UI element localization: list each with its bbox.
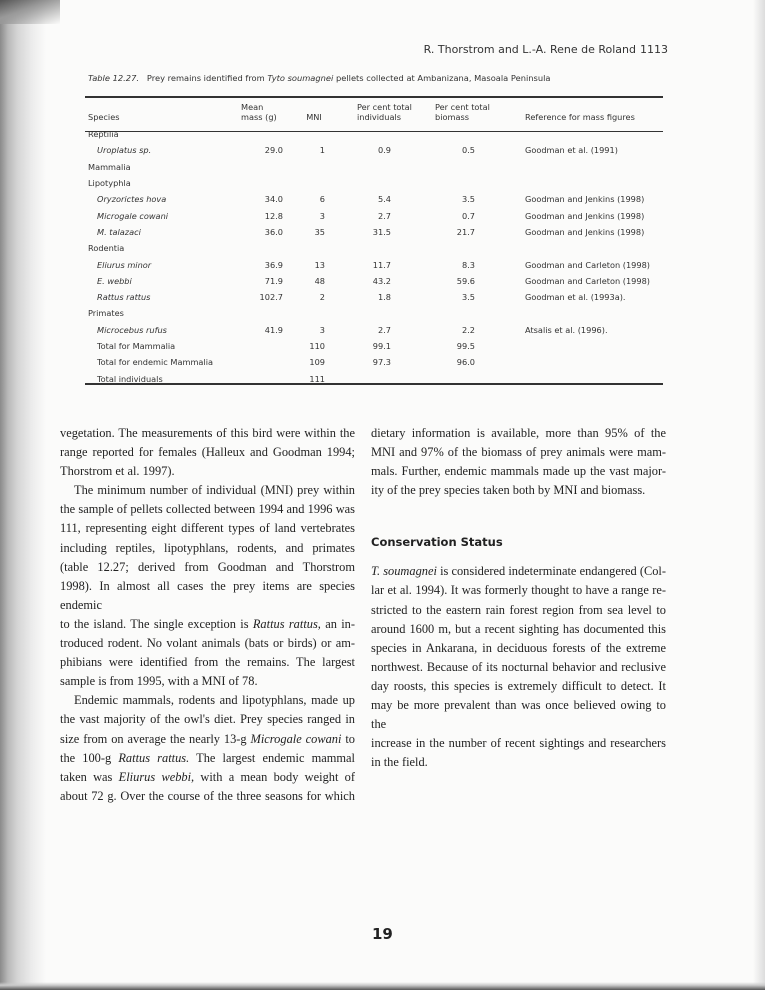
caption-text: Prey remains identified from	[146, 73, 268, 83]
species-cell: Microgale cowani	[97, 210, 169, 221]
text: northwest. Because of its nocturnal behavior and reclusive	[371, 659, 666, 674]
text: 1998). In almost all cases the prey items are species endemic	[60, 578, 355, 612]
reference-cell: Atsalis et al. (1996).	[525, 324, 608, 335]
text: The largest endemic mammal	[189, 750, 355, 765]
text-line	[60, 672, 355, 691]
text-line	[60, 634, 355, 653]
text-line	[371, 443, 666, 462]
mni-cell: 3	[319, 324, 325, 335]
species-cell: Total for endemic Mammalia	[97, 357, 214, 368]
running-head-authors: R. Thorstrom and L.-A. Rene de Roland	[423, 43, 636, 56]
italic-text: Eliurus webbi,	[118, 769, 195, 784]
text-line	[371, 696, 666, 734]
species-cell: Total individuals	[97, 373, 163, 384]
text: the 100-g	[60, 750, 119, 765]
text: size from on average the nearly 13-g	[60, 731, 251, 746]
scan-shadow-bottom	[0, 982, 765, 990]
text: Endemic mammals, rodents and lipotyphlans, made up	[74, 693, 355, 708]
group-label: Reptilia	[88, 129, 119, 140]
table-row-taxon	[85, 207, 663, 223]
caption-species: Tyto soumagnei	[267, 73, 334, 83]
species-cell: Rattus rattus	[97, 292, 151, 303]
reference-cell	[503, 354, 663, 370]
text: (table 12.27; derived from Goodman and Thorstrom	[60, 559, 355, 574]
scan-shadow-left	[0, 0, 46, 990]
biomass-cell: 0.5	[461, 145, 475, 156]
reference-cell: Goodman and Carleton (1998)	[525, 259, 650, 270]
text-line	[371, 424, 666, 443]
text: troduced rodent. No volant animals (bats or birds) or am-	[60, 636, 355, 651]
text: Thorstrom et al. 1997).	[60, 464, 175, 479]
text: stricted to the eastern rain forest region from sea level to	[371, 602, 666, 617]
individuals-cell: 11.7	[372, 259, 391, 270]
text-line	[60, 730, 355, 749]
paragraph	[371, 424, 666, 500]
text: with a mean body weight of	[194, 769, 355, 784]
text: increase in the number of recent sightings and researchers	[371, 736, 666, 751]
biomass-cell: 0.7	[461, 210, 475, 221]
table-row-group	[85, 240, 663, 256]
text-line	[371, 462, 666, 481]
table-row-group	[85, 305, 663, 321]
reference-cell: Goodman et al. (1993a).	[525, 292, 626, 303]
text: ity of the prey species taken both by MNI and biomass.	[371, 483, 646, 498]
text: day roosts, this species is extremely difficult to detect. It	[371, 678, 666, 693]
individuals-cell: 97.3	[372, 357, 391, 368]
text-line	[371, 677, 666, 696]
text: species in Ankarana, in deciduous forests of the extreme	[371, 640, 666, 655]
caption-text-end: pellets collected at Ambanizana, Masoala Peninsula	[333, 73, 551, 83]
mni-cell: 111	[309, 373, 325, 384]
text: mals. Further, endemic mammals made up the vast major-	[371, 464, 666, 479]
mass-cell: 12.8	[264, 210, 283, 221]
table-row-group	[85, 175, 663, 191]
biomass-cell: 8.3	[461, 259, 475, 270]
table-row-total	[85, 354, 663, 370]
mni-cell: 3	[319, 210, 325, 221]
biomass-cell: 2.2	[461, 324, 475, 335]
text: sample is from 1995, with a MNI of 78.	[60, 674, 258, 689]
header-mni: MNI	[306, 112, 322, 122]
text-line	[60, 443, 355, 462]
header-reference: Reference for mass figures	[525, 112, 635, 122]
running-head-page: 1113	[640, 43, 668, 56]
text-line	[371, 658, 666, 677]
text: an in-	[320, 616, 355, 631]
group-label: Mammalia	[88, 161, 131, 172]
text: taken was	[60, 769, 119, 784]
header-biomass: Per cent total biomass	[435, 102, 490, 122]
text: dietary information is available, more than 95% of the	[371, 426, 666, 440]
mass-cell: 34.0	[264, 194, 283, 205]
group-label: Primates	[88, 308, 124, 319]
text: in the field.	[371, 755, 428, 770]
species-cell: Oryzorictes hova	[97, 194, 167, 205]
text: to the island. The single exception is	[60, 616, 253, 631]
individuals-cell: 31.5	[372, 226, 391, 237]
text-line	[371, 639, 666, 658]
reference-cell: Goodman and Jenkins (1998)	[525, 210, 645, 221]
table-row-total	[85, 370, 663, 386]
text: around 1600 m, but a recent sighting has documented this	[371, 621, 666, 636]
table-header-row	[85, 102, 663, 126]
mass-cell: 36.0	[264, 226, 283, 237]
table-row-taxon	[85, 256, 663, 272]
mass-cell: 41.9	[264, 324, 283, 335]
italic-text: Rattus rattus.	[118, 750, 190, 765]
text-column-left	[60, 424, 355, 806]
individuals-cell: 1.8	[377, 292, 391, 303]
text: range reported for females (Halleux and Goodman 1994;	[60, 445, 355, 460]
text: to	[341, 731, 355, 746]
reference-cell: Goodman et al. (1991)	[525, 145, 618, 156]
mni-cell: 13	[314, 259, 325, 270]
mass-cell	[235, 370, 283, 386]
header-species: Species	[88, 112, 120, 122]
table-row-total	[85, 338, 663, 354]
text-line	[371, 601, 666, 620]
mass-cell: 29.0	[264, 145, 283, 156]
text-line	[371, 562, 666, 581]
individuals-cell: 43.2	[372, 275, 391, 286]
reference-cell	[503, 338, 663, 354]
scan-shadow-right	[753, 0, 765, 990]
text: the vast majority of the owl's diet. Prey species ranged in	[60, 712, 355, 727]
individuals-cell: 2.7	[377, 210, 391, 221]
text-line	[60, 749, 355, 768]
biomass-cell: 59.6	[456, 275, 475, 286]
mni-cell: 35	[314, 226, 325, 237]
paragraph	[371, 562, 666, 772]
text-line	[371, 734, 666, 753]
paragraph	[60, 481, 355, 691]
text-line	[371, 581, 666, 600]
biomass-cell: 99.5	[456, 341, 475, 351]
biomass-cell: 21.7	[456, 226, 475, 237]
paragraph	[60, 691, 355, 806]
table-row-taxon	[85, 191, 663, 207]
text-line	[371, 481, 666, 500]
mass-cell: 71.9	[264, 275, 283, 286]
individuals-cell: 0.9	[377, 145, 391, 156]
reference-cell: Goodman and Jenkins (1998)	[525, 226, 645, 237]
text-line	[60, 615, 355, 634]
text: The minimum number of individual (MNI) prey within	[74, 483, 355, 498]
text-line	[60, 539, 355, 558]
text-line	[371, 620, 666, 639]
table-row-taxon	[85, 142, 663, 158]
table-label: Table 12.27.	[88, 73, 139, 83]
individuals-cell: 2.7	[377, 324, 391, 335]
table-row-group	[85, 159, 663, 175]
mass-cell	[235, 338, 283, 354]
biomass-cell: 96.0	[456, 357, 475, 368]
text-line	[60, 653, 355, 672]
text-line	[60, 519, 355, 538]
mni-cell: 110	[309, 341, 325, 351]
text-line	[60, 424, 355, 443]
table-row-group	[85, 126, 663, 142]
italic-text: Microgale cowani	[250, 731, 342, 746]
mni-cell: 6	[319, 194, 325, 205]
species-cell: Total for Mammalia	[97, 341, 176, 351]
individuals-cell: 5.4	[377, 194, 391, 205]
text: including reptiles, lipotyphlans, rodents, and primates	[60, 540, 355, 555]
mass-cell	[235, 354, 283, 370]
page-number: 19	[372, 925, 393, 943]
header-mass: Mean mass (g)	[241, 102, 277, 122]
text: is considered indeterminate endangered (Col-	[436, 564, 666, 579]
mni-cell: 109	[309, 357, 325, 368]
mni-cell: 48	[314, 275, 325, 286]
individuals-cell: 99.1	[372, 341, 391, 351]
table-row-taxon	[85, 289, 663, 305]
mass-cell: 102.7	[259, 292, 283, 303]
reference-cell	[503, 370, 663, 386]
text-column-right	[371, 424, 666, 772]
text-line	[60, 787, 355, 806]
individuals-cell	[345, 370, 435, 386]
text-line	[60, 710, 355, 729]
reference-cell: Goodman and Jenkins (1998)	[525, 194, 645, 205]
text: lar et al. 1994). It was formerly thought to have a range re-	[371, 583, 666, 598]
reference-cell: Goodman and Carleton (1998)	[525, 275, 650, 286]
table-row-taxon	[85, 322, 663, 338]
text-line	[60, 481, 355, 500]
table-top-rule	[85, 96, 663, 98]
table-caption	[88, 73, 663, 83]
species-cell: M. talazaci	[97, 226, 141, 237]
text-line	[60, 500, 355, 519]
scan-shadow-corner	[0, 0, 60, 24]
species-cell: Eliurus minor	[97, 259, 152, 270]
mni-cell: 2	[319, 292, 325, 303]
text: MNI and 97% of the biomass of prey animals were mam-	[371, 445, 666, 460]
text-line	[60, 768, 355, 787]
text-line	[60, 462, 355, 481]
text-line	[60, 691, 355, 710]
text-line	[60, 577, 355, 615]
biomass-cell: 3.5	[461, 292, 475, 303]
biomass-cell	[435, 370, 503, 386]
species-cell: E. webbi	[97, 275, 132, 286]
text: 111, representing eight different types of land vertebrates	[60, 521, 355, 536]
italic-text: Rattus rattus,	[252, 616, 321, 631]
mass-cell: 36.9	[264, 259, 283, 270]
text-line	[371, 753, 666, 772]
text: about 72 g. Over the course of the three seasons for which	[60, 788, 355, 803]
biomass-cell: 3.5	[461, 194, 475, 205]
paragraph	[60, 424, 355, 481]
running-head	[424, 43, 668, 56]
group-label: Rodentia	[88, 243, 125, 254]
mni-cell: 1	[319, 145, 325, 156]
group-label: Lipotyphla	[88, 178, 131, 189]
text: the sample of pellets collected between 1994 and 1996 was	[60, 502, 355, 517]
species-cell: Uroplatus sp.	[97, 145, 152, 156]
species-cell: Microcebus rufus	[97, 324, 167, 335]
text: may be more prevalent than was once believed owing to the	[371, 698, 666, 732]
table-row-taxon	[85, 273, 663, 289]
text: phibians were identified from the remains. The largest	[60, 655, 355, 670]
header-individuals: Per cent total individuals	[357, 102, 412, 122]
text: vegetation. The measurements of this bird were within the	[60, 426, 355, 440]
table-row-taxon	[85, 224, 663, 240]
section-heading: Conservation Status	[371, 535, 503, 550]
text-line	[60, 558, 355, 577]
prey-remains-table	[85, 102, 663, 387]
italic-text: T. soumagnei	[371, 564, 437, 579]
